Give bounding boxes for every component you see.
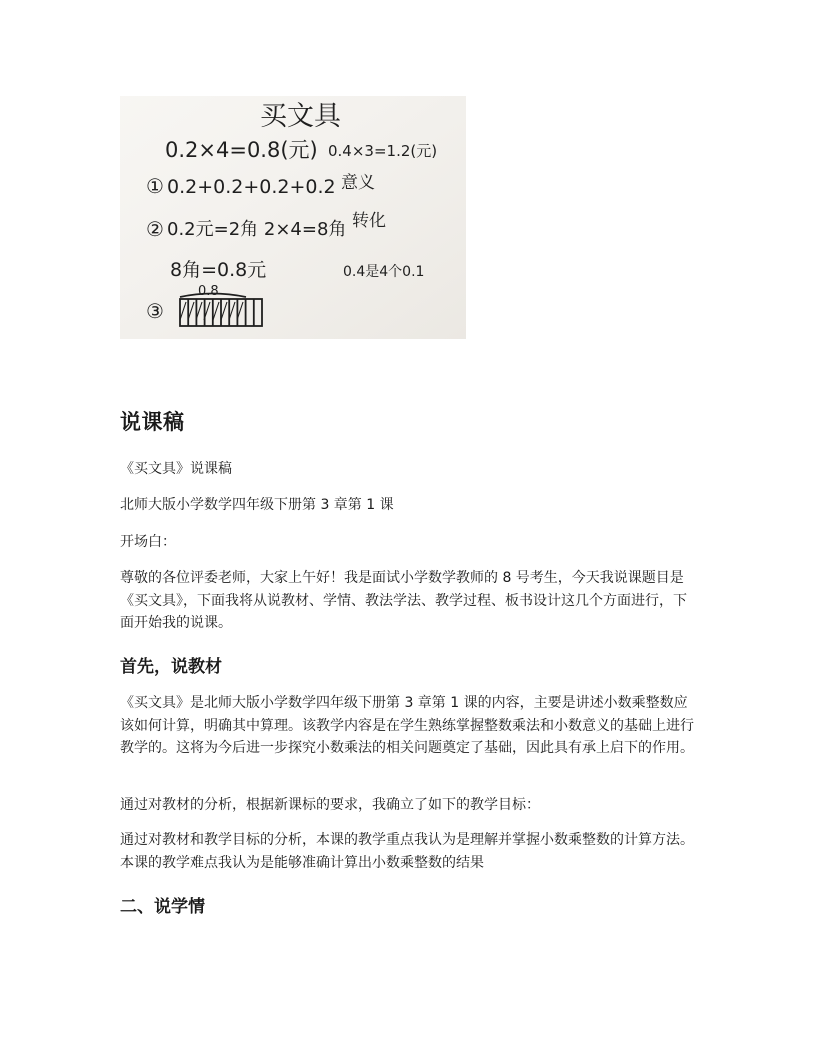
- section-heading-textbook: 首先，说教材: [120, 657, 222, 677]
- page-title: 说课稿: [120, 410, 185, 434]
- photo-line1-right: 0.4×3=1.2(元): [328, 142, 438, 160]
- photo-line3-marker: ②: [146, 217, 164, 241]
- handwritten-board-photo: [120, 96, 466, 339]
- opening-paragraph: 尊敬的各位评委老师，大家上午好！我是面试小学数学教师的 8 号考生，今天我说课题目是《买文具》，下面我将从说教材、学情、教法学法、教学过程、板书设计这几个方面进行，下面开始我的说课。: [120, 570, 687, 631]
- photo-line3: 0.2元=2角 2×4=8角: [167, 219, 347, 240]
- board-photo-drawing: [120, 96, 466, 339]
- opening-label: 开场白：: [120, 534, 176, 550]
- teaching-goals-intro: 通过对教材的分析，根据新课标的要求，我确立了如下的教学目标：: [120, 797, 540, 813]
- lesson-title-paragraph: 《买文具》说课稿: [120, 461, 232, 477]
- photo-line2-note: 意义: [341, 173, 375, 193]
- photo-line3-note: 转化: [352, 211, 386, 231]
- photo-bar-label: 0.8: [198, 284, 219, 299]
- key-points-paragraph: 通过对教材和教学目标的分析，本课的教学重点我认为是理解并掌握小数乘整数的计算方法。本课的教学难点我认为是能够准确计算出小数乘整数的结果: [120, 832, 694, 871]
- photo-title: 买文具: [260, 101, 341, 132]
- photo-line1-left: 0.2×4=0.8(元): [165, 138, 318, 162]
- photo-line2: 0.2+0.2+0.2+0.2: [167, 176, 336, 198]
- textbook-source-paragraph: 北师大版小学数学四年级下册第 3 章第 1 课: [120, 497, 394, 513]
- photo-line2-marker: ①: [146, 174, 164, 198]
- section-heading-students: 二、说学情: [120, 897, 205, 917]
- textbook-analysis-paragraph: 《买文具》是北师大版小学数学四年级下册第 3 章第 1 课的内容，主要是讲述小数乘整数应该如何计算，明确其中算理。该教学内容是在学生熟练掌握整数乘法和小数意义的基础上进行教学的。这将为今后进一步探究小数乘法的相关问题奠定了基础，因此具有承上启下的作用。: [120, 695, 694, 756]
- photo-line4-note: 0.4是4个0.1: [343, 264, 425, 280]
- photo-line5-marker: ③: [146, 299, 164, 323]
- photo-line4: 8角=0.8元: [170, 259, 267, 281]
